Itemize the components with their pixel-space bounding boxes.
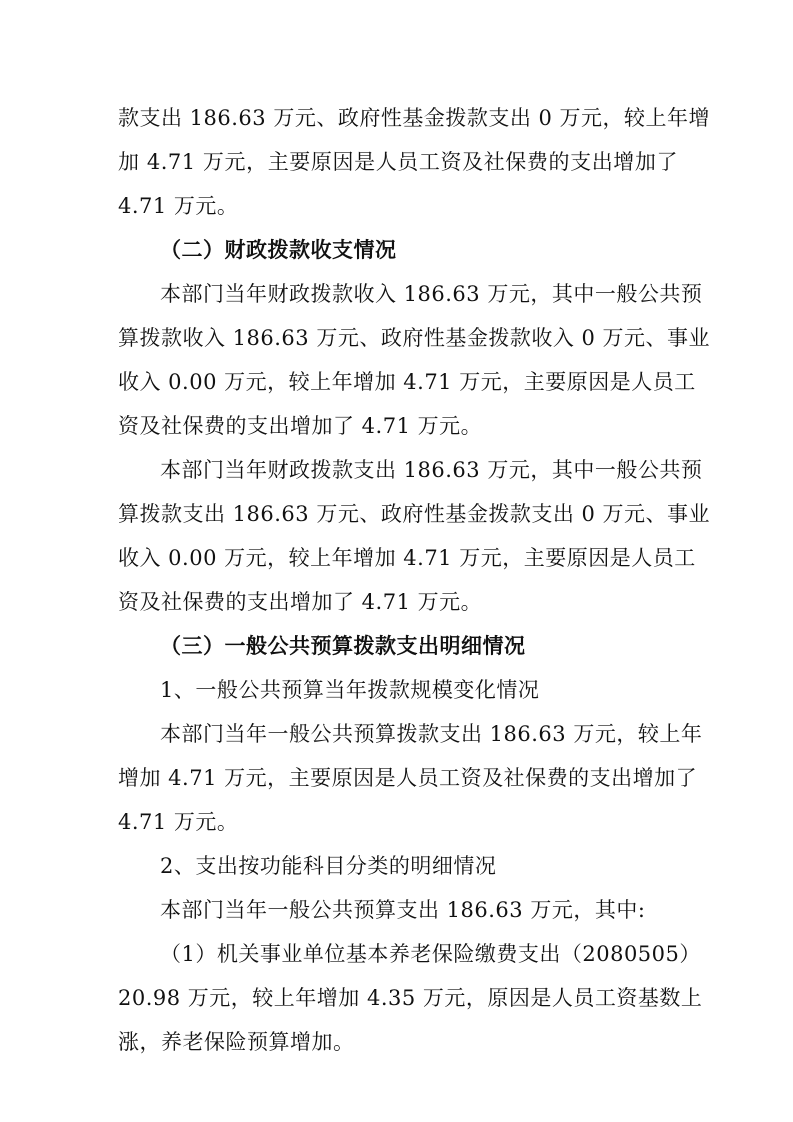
subsection-heading: 2、支出按功能科目分类的明细情况 [160, 854, 497, 878]
text-line: 本部门当年财政拨款收入 186.63 万元，其中一般公共预 [160, 282, 703, 306]
subsection-heading: 1、一般公共预算当年拨款规模变化情况 [160, 678, 540, 702]
text-line: 本部门当年一般公共预算拨款支出 186.63 万元，较上年 [160, 722, 703, 746]
text-line: （1）机关事业单位基本养老保险缴费支出（2080505） [160, 942, 701, 966]
text-line: 资及社保费的支出增加了 4.71 万元。 [118, 414, 483, 438]
text-line: 本部门当年财政拨款支出 186.63 万元，其中一般公共预 [160, 458, 703, 482]
text-line: 算拨款支出 186.63 万元、政府性基金拨款支出 0 万元、事业 [118, 502, 711, 526]
section-heading: （三）一般公共预算拨款支出明细情况 [160, 633, 526, 658]
text-line: 算拨款收入 186.63 万元、政府性基金拨款收入 0 万元、事业 [118, 326, 711, 350]
text-line: 款支出 186.63 万元、政府性基金拨款支出 0 万元，较上年增 [118, 106, 711, 130]
text-line: 收入 0.00 万元，较上年增加 4.71 万元，主要原因是人员工 [118, 370, 696, 394]
text-line: 4.71 万元。 [118, 810, 239, 834]
text-line: 20.98 万元，较上年增加 4.35 万元，原因是人员工资基数上 [118, 986, 703, 1010]
text-line: 涨，养老保险预算增加。 [118, 1030, 355, 1054]
text-line: 4.71 万元。 [118, 194, 239, 218]
text-line: 资及社保费的支出增加了 4.71 万元。 [118, 590, 483, 614]
text-line: 加 4.71 万元，主要原因是人员工资及社保费的支出增加了 [118, 150, 678, 174]
text-line: 本部门当年一般公共预算支出 186.63 万元，其中: [160, 898, 646, 922]
section-heading: （二）财政拨款收支情况 [160, 237, 397, 262]
text-line: 增加 4.71 万元，主要原因是人员工资及社保费的支出增加了 [118, 766, 698, 790]
text-line: 收入 0.00 万元，较上年增加 4.71 万元，主要原因是人员工 [118, 546, 696, 570]
